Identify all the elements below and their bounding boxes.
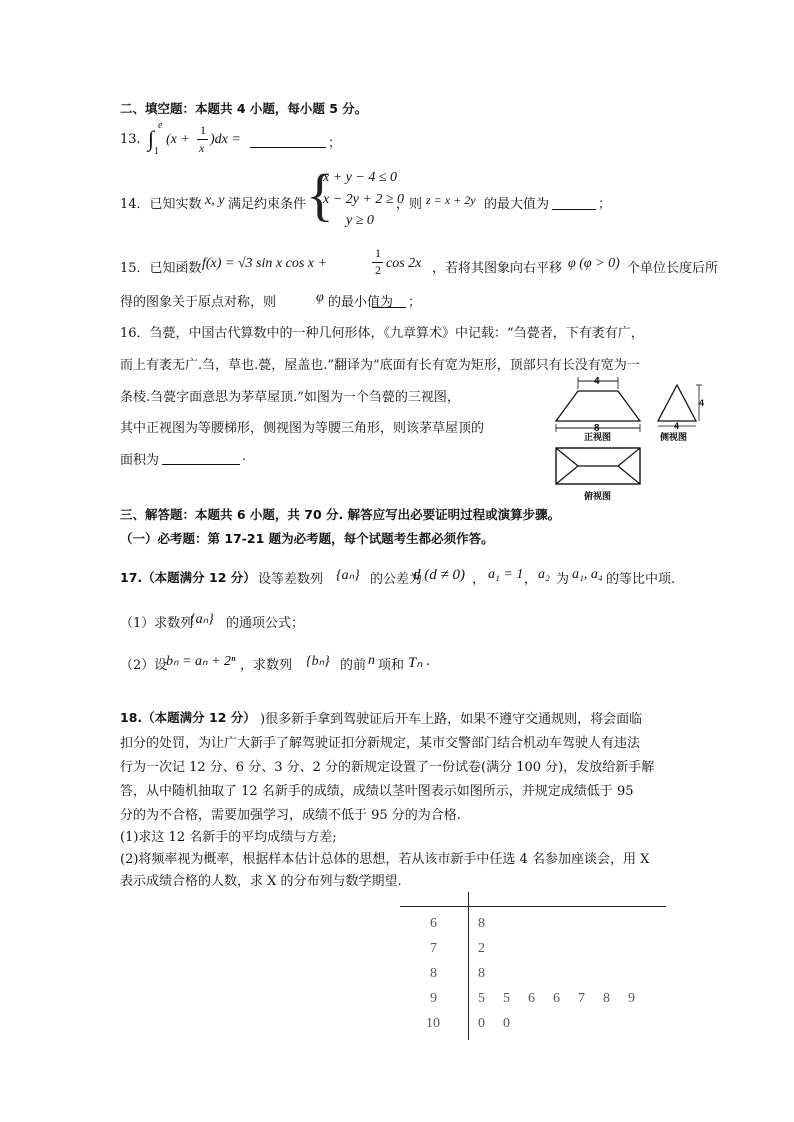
q18-line-5: 分的为不合格，需要加强学习，成绩不低于 95 分的为合格. xyxy=(120,808,461,823)
integral-lower-limit: 1 xyxy=(154,146,159,157)
q16-answer-blank xyxy=(162,451,240,465)
leaf-values xyxy=(478,1016,528,1032)
constraint-3: y ≥ 0 xyxy=(346,213,374,228)
q17-part2-d: 项和 xyxy=(378,658,405,673)
q18-line-1: )很多新手拿到驾驶证后开车上路，如果不遵守交通规则，将会面临 xyxy=(260,712,643,727)
question-18 xyxy=(120,708,690,889)
question-13 xyxy=(120,120,420,162)
integral-upper-limit: e xyxy=(158,120,163,131)
q18-line-2: 扣分的处罚，为让广大新手了解驾驶证扣分新规定，某市交警部门结合机动车驾驶人有违法 xyxy=(120,736,641,751)
leaf-value: 2 xyxy=(478,941,485,956)
top-view-rectangle xyxy=(556,448,640,484)
front-bottom-dimension: 8 xyxy=(594,423,600,434)
side-view-triangle xyxy=(658,385,705,426)
q17-part2-a: （2）设 xyxy=(120,658,168,673)
q14-target: z = x + 2y xyxy=(426,193,476,207)
leaf-value: 9 xyxy=(628,991,635,1006)
q14-prefix: 14．已知实数 xyxy=(120,197,202,212)
top-view-label: 俯视图 xyxy=(584,492,612,502)
q13-frac-bar xyxy=(197,139,208,140)
stem-value: 10 xyxy=(426,1016,440,1031)
q14-mid: 满足约束条件 xyxy=(228,197,307,212)
q17-text3: ， xyxy=(472,572,486,587)
q15-function-tail: cos 2x xyxy=(386,256,422,271)
q18-line-3: 行为一次记 12 分、6 分、3 分、2 分的新规定设置了一份试卷(满分 100 分)，发放给新手解 xyxy=(120,760,655,775)
q15-frac-den: 2 xyxy=(375,263,381,277)
q17-part1-b: 的通项公式； xyxy=(226,616,305,631)
constraint-2: x − 2y + 2 ≥ 0 xyxy=(323,192,405,207)
question-14 xyxy=(120,162,620,230)
leaf-values xyxy=(478,916,503,932)
leaf-value: 8 xyxy=(478,916,485,931)
leaf-value: 0 xyxy=(503,1016,510,1031)
q15-function: f(x) = √3 sin x cos x + xyxy=(202,256,327,271)
q15-shift: φ (φ > 0) xyxy=(568,256,620,271)
q13-expr-close: )dx = xyxy=(210,132,241,147)
q18-line-4: 答，从中随机抽取了 12 名新手的成绩，成绩以茎叶图表示如图所示，并规定成绩低于 95 xyxy=(120,784,634,799)
q15-end: ； xyxy=(408,295,422,310)
q17-a1: a₁ = 1 xyxy=(488,567,524,582)
q17-part2-end: . xyxy=(426,654,431,669)
q16-line-2: 而上有袤无广.刍，草也.甍，屋盖也.”翻译为“底面有长有宽为矩形，顶部只有长没有宽为一 xyxy=(120,358,640,373)
q14-suffix: 的最大值为 xyxy=(484,197,550,212)
front-top-dimension: 4 xyxy=(594,376,600,387)
leaf-value: 5 xyxy=(478,991,485,1006)
q16-line-3: 条棱.刍甍字面意思为茅草屋顶.”如图为一个刍甍的三视图， xyxy=(120,390,460,405)
section-heading-solutions: 三、解答题：本题共 6 小题，共 70 分. 解答应写出必要证明过程或演算步骤。 xyxy=(120,507,561,522)
stem-leaf-top-rule xyxy=(400,906,666,907)
q17-part2-T: Tₙ xyxy=(408,655,423,671)
side-base-dimension: 4 xyxy=(674,421,680,431)
q17-a1a4: a₁, a₄ xyxy=(572,567,603,582)
q18-part-2-line-2: 表示成绩合格的人数，求 X 的分布列与数学期望. xyxy=(120,874,402,889)
stem-value: 9 xyxy=(430,991,437,1006)
q14-answer-blank xyxy=(552,196,596,210)
q13-end: ； xyxy=(328,136,342,151)
section-heading-fill-in: 二、填空题：本题共 4 小题，每小题 5 分。 xyxy=(120,101,368,116)
q17-seq: {aₙ} xyxy=(336,568,360,583)
q13-number: 13. xyxy=(120,132,141,147)
leaf-values xyxy=(478,991,653,1007)
leaf-value: 6 xyxy=(553,991,560,1006)
q15-line2-mid: 的最小值为 xyxy=(328,295,394,310)
integral-sign: ∫ xyxy=(148,126,155,151)
q16-line-1: 16．刍甍，中国古代算数中的一种几何形体，《九章算术》中记载：“刍甍者，下有袤有广， xyxy=(120,326,644,341)
q18-part-2-line-1: (2)将频率视为概率，根据样本估计总体的思想，若从该市新手中任选 4 名参加座谈会，用 X xyxy=(120,852,650,867)
q16-end: . xyxy=(242,449,247,464)
q14-end: ； xyxy=(598,197,612,212)
q15-line1-end: 个单位长度后所 xyxy=(627,261,719,276)
q17-d: d (d ≠ 0) xyxy=(413,567,465,583)
q13-frac-den: x xyxy=(199,141,205,155)
q17-a2: a₂ xyxy=(538,567,550,582)
side-view-label: 侧视图 xyxy=(660,433,688,443)
q15-answer-blank xyxy=(372,294,406,308)
question-15 xyxy=(120,246,719,310)
q14-then: ，则 xyxy=(396,197,423,212)
stem-value: 7 xyxy=(430,941,437,956)
stem-value: 8 xyxy=(430,966,437,981)
q14-vars: x, y xyxy=(205,193,225,208)
q16-line-4: 其中正视图为等腰梯形，侧视图为等腰三角形，则该茅草屋顶的 xyxy=(120,421,485,436)
q17-part1-a: （1）求数列 xyxy=(120,616,194,631)
leaf-values xyxy=(478,941,503,957)
q18-part-1: (1)求这 12 名新手的平均成绩与方差; xyxy=(120,830,337,845)
leaf-value: 8 xyxy=(478,966,485,981)
leaf-value: 6 xyxy=(528,991,535,1006)
q17-part2-seq: {bₙ} xyxy=(306,654,330,669)
q17-part2-c: 的前 xyxy=(340,658,367,673)
front-view-label: 正视图 xyxy=(584,433,612,443)
q18-label: 18.（本题满分 12 分） xyxy=(120,710,256,725)
stem-leaf-plot xyxy=(400,892,670,1042)
leaf-values xyxy=(478,966,503,982)
q17-part2-n: n xyxy=(368,653,375,668)
constraint-brace: { xyxy=(306,162,334,227)
q17-text1: 设等差数列 xyxy=(258,572,324,587)
leaf-value: 7 xyxy=(578,991,585,1006)
q17-part1-seq: {aₙ} xyxy=(190,612,214,627)
side-height-dimension: 4 xyxy=(699,398,705,408)
stem-value: 6 xyxy=(430,916,437,931)
q15-line2: 得的图象关于原点对称，则 xyxy=(120,295,277,310)
three-view-figure xyxy=(548,372,708,504)
q15-phi: φ xyxy=(316,290,324,305)
q17-label: 17.（本题满分 12 分） xyxy=(120,570,256,585)
q17-text6: 的等比中项. xyxy=(606,572,676,587)
leaf-value: 0 xyxy=(478,1016,485,1031)
stem-leaf-divider xyxy=(468,892,469,1040)
question-17 xyxy=(120,568,680,678)
q13-expr-open: (x + xyxy=(166,132,190,147)
q17-part2-formula: bₙ = aₙ + 2ⁿ xyxy=(166,654,236,669)
leaf-value: 8 xyxy=(603,991,610,1006)
q17-text2: 的公差为 xyxy=(370,572,423,587)
constraint-1: x + y − 4 ≤ 0 xyxy=(323,170,398,185)
leaf-value: 5 xyxy=(503,991,510,1006)
q13-answer-blank xyxy=(250,134,326,148)
q17-text5: 为 xyxy=(556,572,570,587)
q15-frac-num: 1 xyxy=(375,246,381,260)
q17-part2-b: ，求数列 xyxy=(240,658,293,673)
q15-prefix: 15．已知函数 xyxy=(120,261,202,276)
q17-text4: ， xyxy=(524,572,538,587)
q16-line-5: 面积为 xyxy=(120,453,160,468)
q13-frac-num: 1 xyxy=(200,123,206,137)
subsection-required: （一）必考题：第 17-21 题为必考题，每个试题考生都必须作答。 xyxy=(120,531,494,546)
q15-line1-rest: ，若将其图象向右平移 xyxy=(432,261,563,276)
